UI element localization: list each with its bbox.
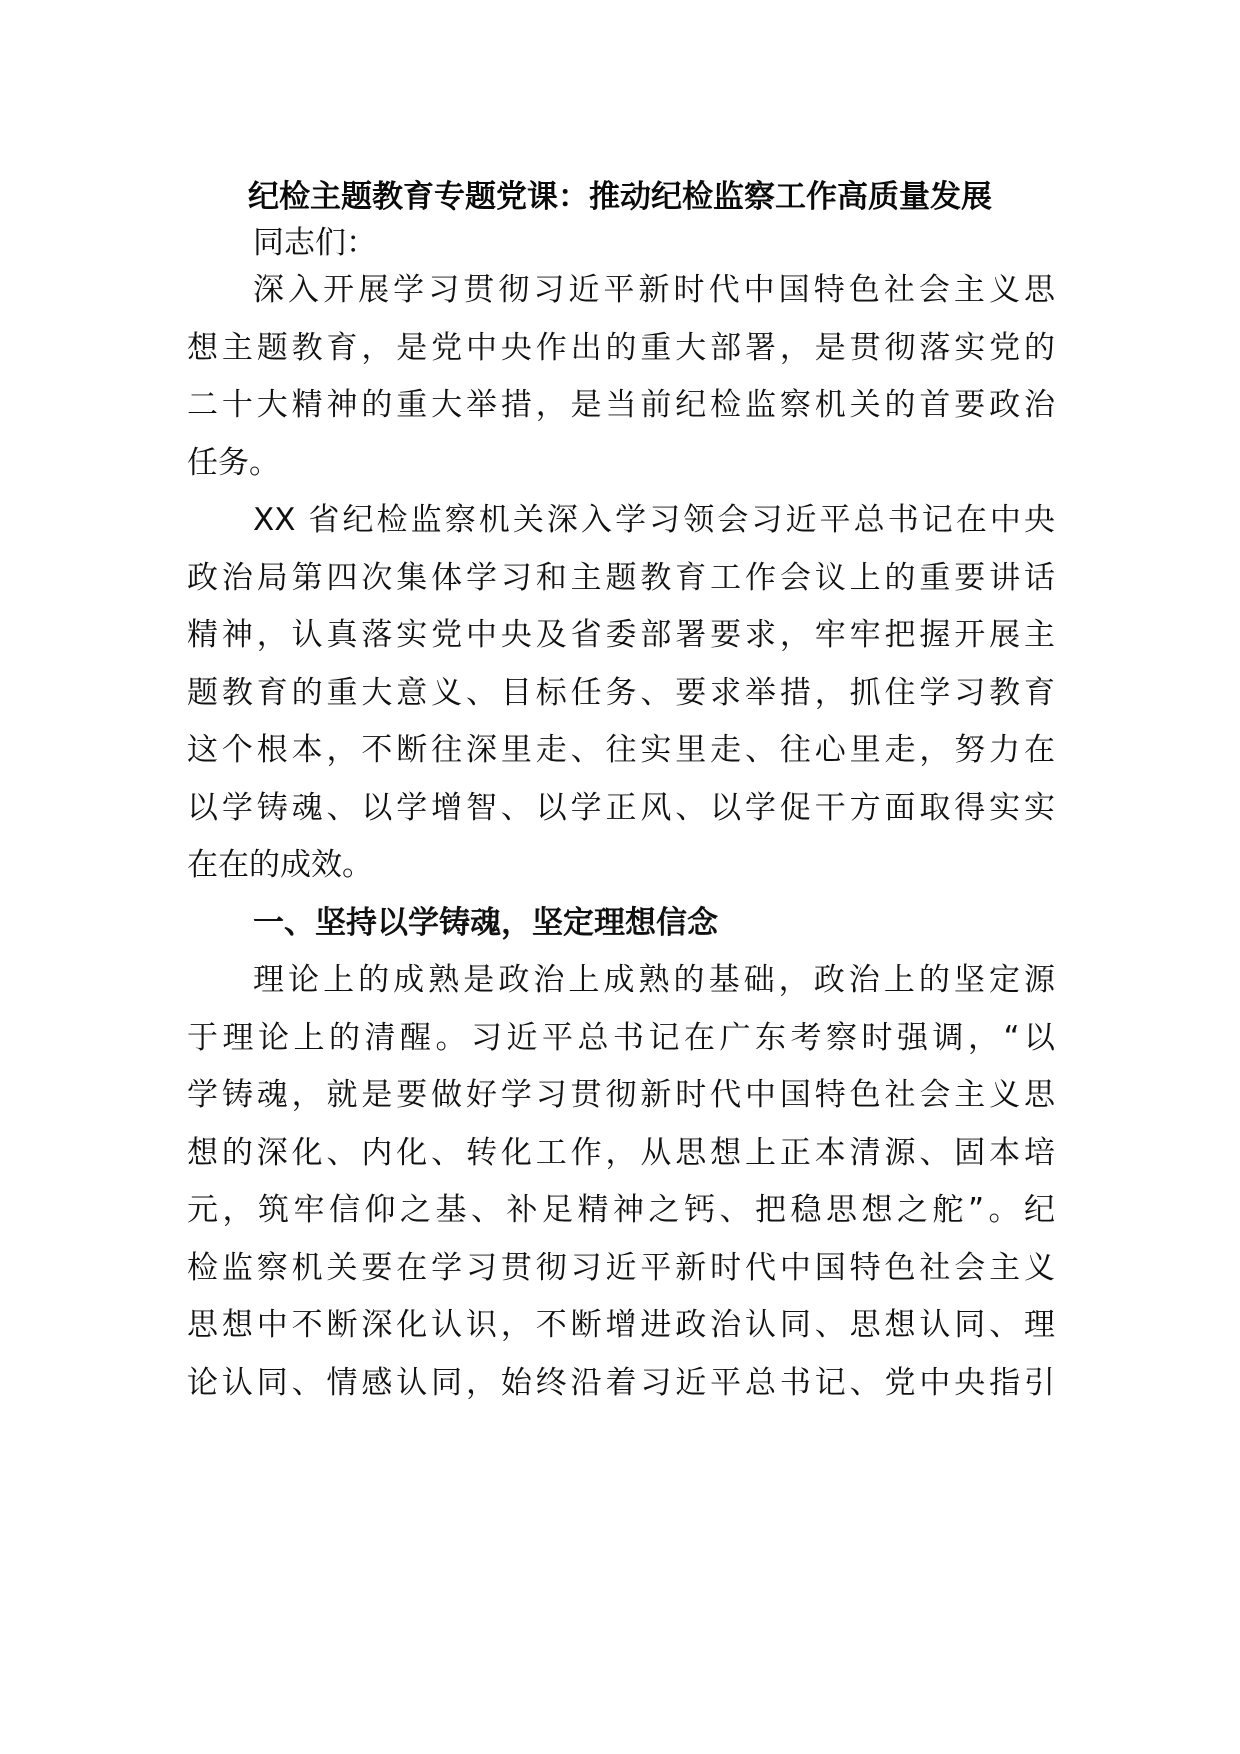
paragraph-2-line-4: 题教育的重大意义、目标任务、要求举措，抓住学习教育: [187, 675, 1055, 711]
paragraph-2-line-7: 在在的成效。: [187, 847, 373, 883]
salutation: 同志们：: [253, 225, 377, 261]
paragraph-1-line-3: 二十大精神的重大举措，是当前纪检监察机关的首要政治: [187, 387, 1055, 423]
paragraph-2-line-3: 精神，认真落实党中央及省委部署要求，牢牢把握开展主: [187, 617, 1055, 653]
paragraph-3-line-2: 于理论上的清醒。习近平总书记在广东考察时强调，“以: [187, 1020, 1055, 1056]
paragraph-3-line-3: 学铸魂，就是要做好学习贯彻新时代中国特色社会主义思: [187, 1077, 1055, 1113]
paragraph-3-line-6: 检监察机关要在学习贯彻习近平新时代中国特色社会主义: [187, 1250, 1055, 1286]
paragraph-1-line-2: 想主题教育，是党中央作出的重大部署，是贯彻落实党的: [187, 330, 1055, 366]
paragraph-3-line-7: 思想中不断深化认识，不断增进政治认同、思想认同、理: [187, 1307, 1055, 1343]
paragraph-3-line-1: 理论上的成熟是政治上成熟的基础，政治上的坚定源: [253, 962, 1055, 998]
paragraph-2-line-6: 以学铸魂、以学增智、以学正风、以学促干方面取得实实: [187, 790, 1055, 826]
paragraph-1-line-4: 任务。: [187, 445, 280, 481]
paragraph-3-line-4: 想的深化、内化、转化工作，从思想上正本清源、固本培: [187, 1135, 1055, 1171]
paragraph-3-line-5: 元，筑牢信仰之基、补足精神之钙、把稳思想之舵”。纪: [187, 1192, 1055, 1228]
section-heading-1: 一、坚持以学铸魂，坚定理想信念: [253, 905, 718, 941]
paragraph-3-line-8: 论认同、情感认同，始终沿着习近平总书记、党中央指引: [187, 1365, 1055, 1401]
paragraph-1-line-1: 深入开展学习贯彻习近平新时代中国特色社会主义思: [253, 272, 1055, 308]
paragraph-2-line-1: XX 省纪检监察机关深入学习领会习近平总书记在中央: [253, 502, 1055, 538]
document-title: 纪检主题教育专题党课：推动纪检监察工作高质量发展: [248, 179, 992, 215]
paragraph-2-line-2: 政治局第四次集体学习和主题教育工作会议上的重要讲话: [187, 560, 1055, 596]
paragraph-2-line-5: 这个根本，不断往深里走、往实里走、往心里走，努力在: [187, 732, 1055, 768]
